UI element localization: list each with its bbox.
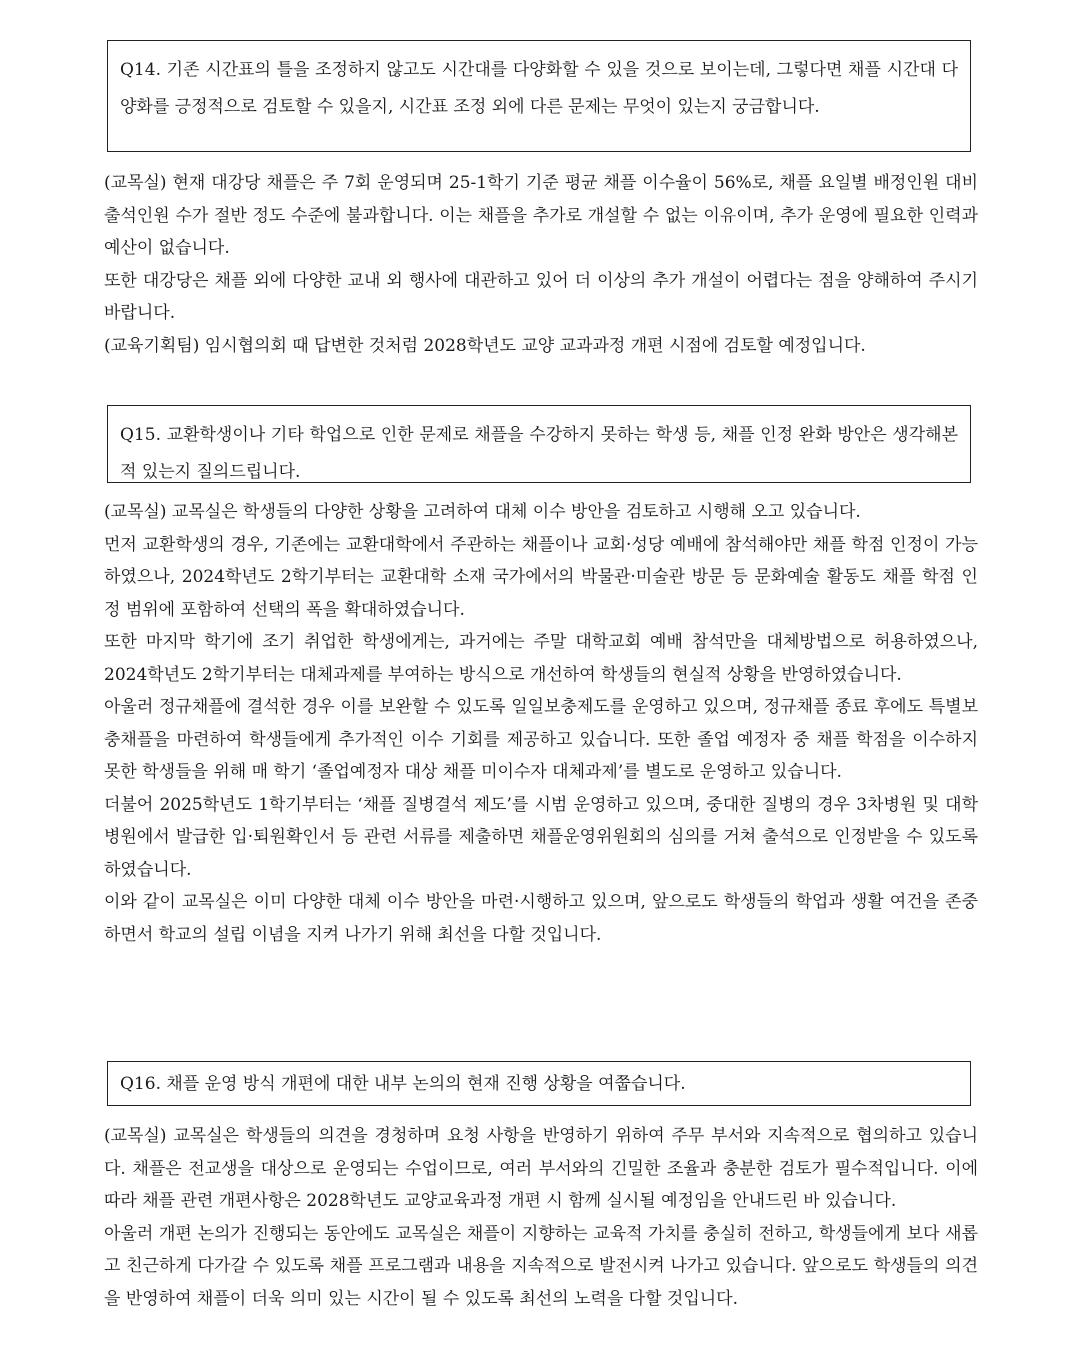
question-text: Q14. 기존 시간표의 틀을 조정하지 않고도 시간대를 다양화할 수 있을 것으로 보이는데, 그렇다면 채플 시간대 다양화를 긍정적으로 검토할 수 있을지, 시간표 조정 외에 다른 문제는 무엇이 있는지 궁금합니다. xyxy=(120,60,958,117)
answer-paragraph: 또한 대강당은 채플 외에 다양한 교내 외 행사에 대관하고 있어 더 이상의 추가 개설이 어렵다는 점을 양해하여 주시기 바랍니다. xyxy=(104,270,978,323)
question-box-q14 xyxy=(107,40,971,152)
question-text: Q16. 채플 운영 방식 개편에 대한 내부 논의의 현재 진행 상황을 여쭙습니다. xyxy=(120,1074,686,1094)
question-text: Q15. 교환학생이나 기타 학업으로 인한 문제로 채플을 수강하지 못하는 학생 등, 채플 인정 완화 방안은 생각해본 적 있는지 질의드립니다. xyxy=(120,425,959,482)
question-box-q15 xyxy=(107,405,971,483)
question-box-q16 xyxy=(107,1061,971,1106)
answer-block-q16 xyxy=(104,1120,978,1315)
answer-paragraph: 아울러 정규채플에 결석한 경우 이를 보완할 수 있도록 일일보충제도를 운영하고 있으며, 정규채플 종료 후에도 특별보충채플을 마련하여 학생들에게 추가적인 이수 기회를 제공하고 있습니다. 또한 졸업 예정자 중 채플 학점을 이수하지 못한 학생들을 위해 매 학기 ‘졸업예정자 대상 채플 미이수자 대체과제’를 별도로 운영하고 있습니다. xyxy=(104,697,978,782)
answer-paragraph: 더불어 2025학년도 1학기부터는 ‘채플 질병결석 제도’를 시범 운영하고 있으며, 중대한 질병의 경우 3차병원 및 대학병원에서 발급한 입·퇴원확인서 등 관련 서류를 제출하면 채플운영위원회의 심의를 거쳐 출석으로 인정받을 수 있도록 하였습니다. xyxy=(104,794,978,880)
answer-block-q14 xyxy=(104,167,978,362)
answer-paragraph: (교육기획팀) 임시협의회 때 답변한 것처럼 2028학년도 교양 교과과정 개편 시점에 검토할 예정입니다. xyxy=(104,335,866,356)
answer-paragraph: 또한 마지막 학기에 조기 취업한 학생에게는, 과거에는 주말 대학교회 예배 참석만을 대체방법으로 허용하였으나, 2024학년도 2학기부터는 대체과제를 부여하는 방식으로 개선하여 학생들의 현실적 상황을 반영하였습니다. xyxy=(104,632,978,685)
answer-paragraph: (교목실) 교목실은 학생들의 다양한 상황을 고려하여 대체 이수 방안을 검토하고 시행해 오고 있습니다. xyxy=(104,502,861,522)
answer-paragraph: 아울러 개편 논의가 진행되는 동안에도 교목실은 채플이 지향하는 교육적 가치를 충실히 전하고, 학생들에게 보다 새롭고 친근하게 다가갈 수 있도록 채플 프로그램과 내용을 지속적으로 발전시켜 나가고 있습니다. 앞으로도 학생들의 의견을 반영하여 채플이 더욱 의미 있는 시간이 될 수 있도록 최선의 노력을 다할 것입니다. xyxy=(104,1223,978,1309)
answer-paragraph: (교목실) 현재 대강당 채플은 주 7회 운영되며 25-1학기 기준 평균 채플 이수율이 56%로, 채플 요일별 배정인원 대비 출석인원 수가 절반 정도 수준에 불과합니다. 이는 채플을 추가로 개설할 수 없는 이유이며, 추가 운영에 필요한 인력과 예산이 없습니다. xyxy=(104,173,978,258)
answer-paragraph: 이와 같이 교목실은 이미 다양한 대체 이수 방안을 마련·시행하고 있으며, 앞으로도 학생들의 학업과 생활 여건을 존중하면서 학교의 설립 이념을 지켜 나가기 위해 최선을 다할 것입니다. xyxy=(104,892,978,945)
answer-block-q15 xyxy=(104,496,978,951)
answer-paragraph: (교목실) 교목실은 학생들의 의견을 경청하며 요청 사항을 반영하기 위하여 주무 부서와 지속적으로 협의하고 있습니다. 채플은 전교생을 대상으로 운영되는 수업이므로, 여러 부서와의 긴밀한 조율과 충분한 검토가 필수적입니다. 이에 따라 채플 관련 개편사항은 2028학년도 교양교육과정 개편 시 함께 실시될 예정임을 안내드린 바 있습니다. xyxy=(104,1126,978,1211)
answer-paragraph: 먼저 교환학생의 경우, 기존에는 교환대학에서 주관하는 채플이나 교회·성당 예배에 참석해야만 채플 학점 인정이 가능하였으나, 2024학년도 2학기부터는 교환대학 소재 국가에서의 박물관·미술관 방문 등 문화예술 활동도 채플 학점 인정 범위에 포함하여 선택의 폭을 확대하였습니다. xyxy=(104,534,978,620)
